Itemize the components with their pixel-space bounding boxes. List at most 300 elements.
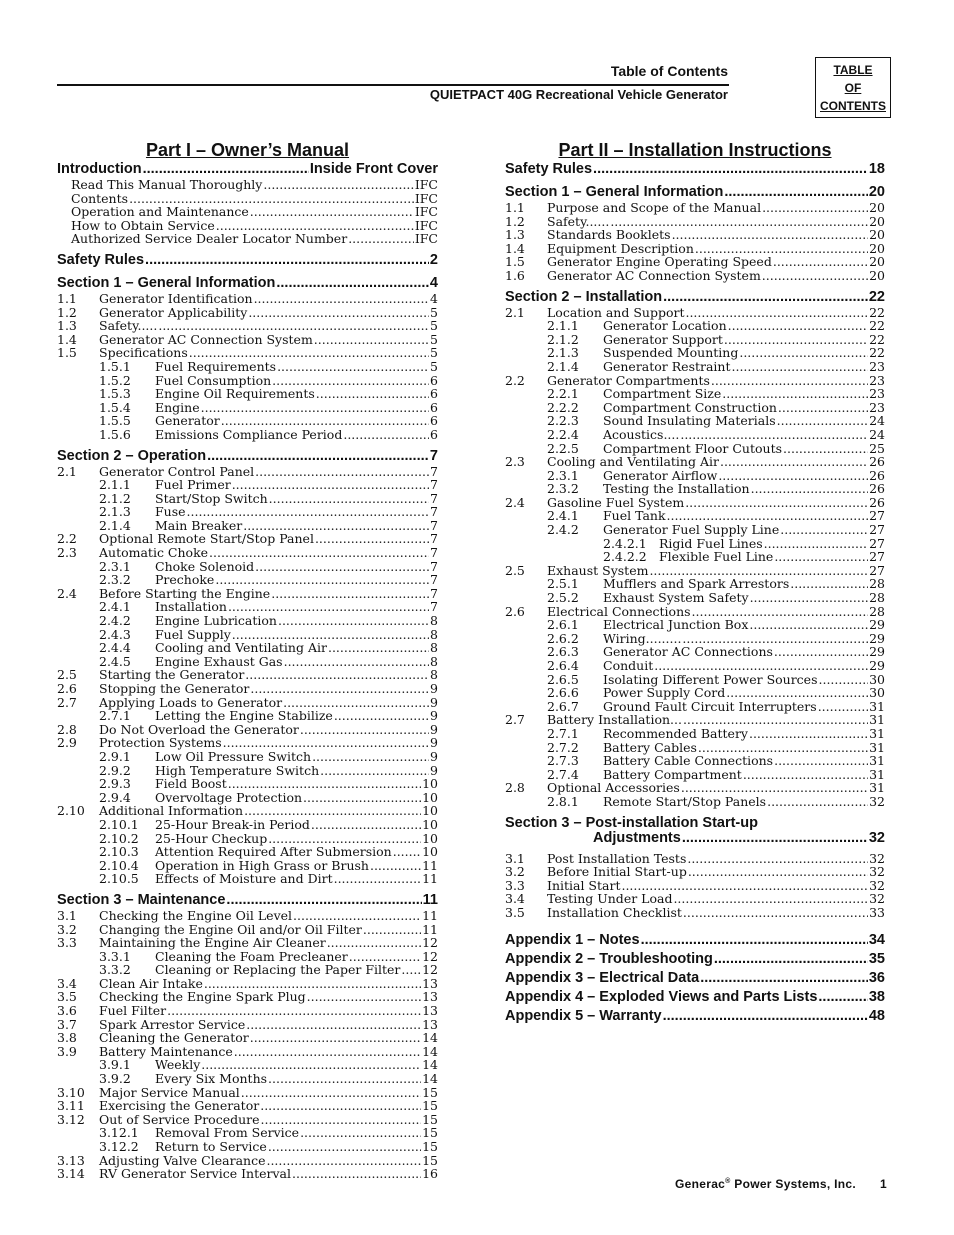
leader-dots [320,764,429,778]
toc-entry[interactable] [505,387,885,401]
toc-section-entry[interactable] [57,160,438,178]
toc-entry[interactable] [57,923,438,937]
toc-entry[interactable] [505,713,885,727]
entry-page: 8 [430,626,438,642]
toc-entry[interactable] [505,768,885,782]
entry-number: 1.4 [505,240,525,256]
entry-label: Do Not Overload the Generator [99,721,299,737]
toc-section-entry[interactable] [505,160,885,178]
toc-entry[interactable] [505,879,885,893]
entry-label: Fuel Consumption [155,372,272,388]
leader-dots [228,600,429,614]
toc-entry[interactable] [57,736,438,750]
leader-dots [343,428,429,442]
leader-dots [268,1140,421,1154]
part2-title: Part II – Installation Instructions [558,140,832,160]
entry-page: IFC [414,190,438,206]
toc-entry[interactable] [505,754,885,768]
appendix-entry[interactable] [505,988,885,1007]
entry-label: Appendix 4 – Exploded Views and Parts Lists [505,988,818,1005]
entry-page: 13 [422,1016,438,1032]
toc-entry[interactable] [57,465,438,479]
toc-entry[interactable] [57,936,438,950]
entry-page: 31 [869,766,885,782]
toc-entry[interactable] [505,215,885,229]
entry-page: 12 [422,935,438,951]
entry-label: Initial Start [547,877,621,893]
toc-entry[interactable] [57,532,438,546]
entry-page: 8 [430,613,438,629]
toc-section-entry[interactable] [57,891,438,909]
entry-number: 2.3 [505,454,525,470]
toc-entry[interactable] [57,505,438,519]
toc-entry[interactable] [57,1058,438,1072]
toc-entry[interactable] [57,1086,438,1100]
toc-entry[interactable] [505,428,885,442]
entry-number: 2.7 [57,694,77,710]
toc-entry[interactable] [505,577,885,591]
entry-page: 13 [422,989,438,1005]
toc-entry[interactable] [505,537,885,551]
entry-label: Out of Service Procedure [99,1111,260,1127]
toc-entry[interactable] [57,1154,438,1168]
entry-page: 10 [422,816,438,832]
entry-page: 5 [430,345,438,361]
entry-number: 1.3 [505,227,525,243]
toc-entry[interactable] [57,682,438,696]
toc-section-entry[interactable] [57,274,438,292]
leader-dots [158,319,429,333]
toc-entry[interactable] [57,428,438,442]
entry-page: 31 [869,712,885,728]
toc-entry[interactable] [57,219,438,233]
entry-number: 1.5 [505,254,525,270]
entry-page: 6 [430,372,438,388]
entry-label: Remote Start/Stop Panels [603,793,767,809]
toc-entry[interactable] [57,546,438,560]
entry-number: 3.2 [57,921,77,937]
leader-dots [349,950,421,964]
toc-entry[interactable] [57,668,438,682]
toc-entry[interactable] [505,605,885,619]
toc-section-entry[interactable] [57,447,438,465]
entry-label: Ground Fault Circuit Interrupters [603,698,817,714]
leader-dots [718,469,868,483]
leader-dots [221,414,429,428]
toc-entry[interactable] [57,859,438,873]
entry-page: 32 [869,891,885,907]
toc-entry[interactable] [57,519,438,533]
entry-number: 2.4.4 [99,640,131,656]
toc-section-entry[interactable] [57,251,438,269]
toc-entry[interactable] [505,727,885,741]
toc-entry[interactable] [505,442,885,456]
entry-page: 9 [430,748,438,764]
toc-entry[interactable] [505,865,885,879]
toc-entry[interactable] [57,977,438,991]
leader-dots [271,587,429,601]
part2-toc-list [505,160,885,809]
toc-entry[interactable] [57,845,438,859]
toc-entry[interactable] [57,205,438,219]
leader-dots [818,988,867,1007]
leader-dots [663,1007,868,1026]
entry-label: Sound Insulating Materials [603,413,776,429]
leader-dots [292,1167,421,1181]
toc-entry[interactable] [57,1113,438,1127]
entry-page: 38 [868,988,885,1005]
appendix-entry[interactable] [505,950,885,969]
toc-entry[interactable] [57,804,438,818]
entry-number: 3.13 [57,1152,85,1168]
leader-dots [593,160,868,178]
toc-entry[interactable] [505,632,885,646]
entry-page: 9 [430,735,438,751]
toc-entry[interactable] [57,832,438,846]
entry-page: 23 [869,399,885,415]
entry-page: 9 [430,708,438,724]
entry-number: 1.2 [505,213,525,229]
toc-entry[interactable] [57,963,438,977]
header-subtitle: QUIETPACT 40G Recreational Vehicle Generator [429,87,728,102]
toc-entry[interactable] [57,655,438,669]
entry-page: 26 [869,454,885,470]
toc-entry[interactable] [57,1167,438,1181]
entry-number: 3.1 [57,907,77,923]
entry-number: 1.4 [57,331,77,347]
entry-page: 29 [869,617,885,633]
leader-dots [241,1086,421,1100]
entry-label: Installation Checklist [547,904,682,920]
part1-title: Part I – Owner’s Manual [145,140,350,160]
entry-label: Major Service Manual [99,1084,240,1100]
entry-label: Generator Restraint [603,358,731,374]
leader-dots [751,482,868,496]
entry-label: Appendix 2 – Troubleshooting [505,950,713,967]
toc-entry[interactable] [57,306,438,320]
entry-number: 2.6.2 [547,630,579,646]
toc-entry[interactable] [505,741,885,755]
entry-number: 2.7.2 [547,739,579,755]
entry-label: Testing the Installation [603,481,750,497]
toc-entry[interactable] [505,414,885,428]
leader-dots [750,591,869,605]
toc-entry[interactable] [505,242,885,256]
entry-label: Fuel Primer [155,477,231,493]
toc-entry[interactable] [57,587,438,601]
entry-page: 26 [869,481,885,497]
entry-number: 2.5 [57,667,77,683]
entry-label: Testing Under Load [547,891,673,907]
toc-entry[interactable] [57,492,438,506]
leader-dots [728,319,868,333]
leader-dots [223,736,429,750]
entry-label: 25-Hour Checkup [155,830,268,846]
section3-heading-page: 32 [868,829,885,846]
entry-label: Automatic Choke [99,545,209,561]
entry-page: 7 [430,531,438,547]
footer-company: Generac [675,1177,726,1191]
entry-page: 12 [422,948,438,964]
entry-number: 2.4.5 [99,653,131,669]
toc-entry[interactable] [57,614,438,628]
entry-number: 2.6.7 [547,698,579,714]
leader-dots [370,859,421,873]
entry-label: Installation [155,599,227,615]
entry-page: 26 [869,467,885,483]
toc-entry[interactable] [57,909,438,923]
toc-entry[interactable] [505,591,885,605]
leader-dots [681,781,868,795]
entry-label: Section 2 – Installation [505,288,663,305]
toc-entry[interactable] [505,906,885,920]
entry-label: Standards Booklets [547,227,671,243]
leader-dots [269,492,429,506]
leader-dots [167,1004,421,1018]
leader-dots [641,931,868,950]
entry-number: 2.6.1 [547,617,579,633]
leader-dots [276,274,429,292]
toc-entry[interactable] [57,709,438,723]
toc-entry[interactable] [57,990,438,1004]
leader-dots [790,577,868,591]
toc-entry[interactable] [505,306,885,320]
entry-number: 2.4.1 [99,599,131,615]
toc-entry[interactable] [57,791,438,805]
toc-entry[interactable] [57,1099,438,1113]
toc-entry[interactable] [505,201,885,215]
toc-entry[interactable] [57,346,438,360]
entry-label: Start/Stop Switch [155,490,268,506]
entry-number: 2.10.3 [99,844,139,860]
toc-entry[interactable] [57,192,438,206]
entry-page: IFC [414,217,438,233]
entry-label: Section 1 – General Information [505,184,724,200]
toc-entry[interactable] [505,673,885,687]
toc-entry[interactable] [57,1126,438,1140]
entry-page: 10 [422,844,438,860]
entry-page: 29 [869,658,885,673]
page-number: 1 [880,1177,887,1191]
leader-dots [201,401,429,415]
toc-entry[interactable] [57,1045,438,1059]
toc-entry[interactable] [57,319,438,333]
entry-label: Engine Lubrication [155,613,277,629]
leader-dots [226,891,421,909]
leader-dots [673,892,868,906]
entry-page: 29 [869,630,885,646]
leader-dots [327,936,421,950]
entry-label: Generator Fuel Supply Line [603,522,780,538]
entry-label: Checking the Engine Spark Plug [99,989,306,1005]
toc-entry[interactable] [505,564,885,578]
toc-entry[interactable] [57,401,438,415]
entry-number: 2.4 [57,585,77,601]
leader-dots [774,754,868,768]
entry-number: 2.6.5 [547,671,579,687]
toc-entry[interactable] [505,269,885,283]
entry-label: Optional Accessories [547,780,680,796]
entry-page: 20 [869,254,885,270]
entry-page: 6 [430,386,438,402]
entry-page: 7 [430,490,438,506]
toc-entry[interactable] [505,333,885,347]
entry-number: 1.5.1 [99,358,131,374]
entry-label: Maintaining the Engine Air Cleaner [99,935,326,951]
toc-entry[interactable] [505,523,885,537]
leader-dots [268,832,421,846]
toc-section-entry[interactable] [505,288,885,306]
toc-entry[interactable] [57,387,438,401]
entry-number: 2.2.3 [547,413,579,429]
entry-page: 20 [869,227,885,243]
leader-dots [300,723,429,737]
toc-entry[interactable] [57,560,438,574]
toc-entry[interactable] [505,255,885,269]
toc-entry[interactable] [505,469,885,483]
toc-entry[interactable] [505,455,885,469]
toc-entry[interactable] [57,374,438,388]
toc-entry[interactable] [57,360,438,374]
toc-entry[interactable] [57,764,438,778]
toc-entry[interactable] [505,795,885,809]
entry-page: 27 [869,522,885,538]
toc-entry[interactable] [57,1031,438,1045]
toc-entry[interactable] [505,401,885,415]
toc-entry[interactable] [57,333,438,347]
toc-entry[interactable] [57,1004,438,1018]
toc-entry[interactable] [57,641,438,655]
toc-entry[interactable] [505,892,885,906]
appendix-entry[interactable] [505,969,885,988]
toc-entry[interactable] [505,550,885,564]
toc-entry[interactable] [57,232,438,246]
leader-dots [698,741,868,755]
entry-label: Battery Cables [603,739,697,755]
entry-label: Generator [155,413,220,429]
entry-number: 3.14 [57,1166,85,1182]
toc-entry[interactable] [505,781,885,795]
toc-entry[interactable] [57,1018,438,1032]
entry-label: Starting the Generator [99,667,245,683]
toc-entry[interactable] [505,319,885,333]
entry-page: 12 [422,962,438,978]
entry-number: 2.8 [57,721,77,737]
toc-entry[interactable] [505,659,885,673]
entry-page: 5 [430,358,438,374]
part1-toc-list [57,160,438,1181]
entry-label: Battery Compartment [603,766,742,782]
toc-entry[interactable] [57,872,438,886]
toc-entry[interactable] [57,723,438,737]
entry-label: Generator Compartments [547,372,710,388]
toc-entry[interactable] [505,228,885,242]
entry-label: Location and Support [547,304,685,320]
toc-entry[interactable] [505,509,885,523]
toc-entry[interactable] [505,482,885,496]
toc-entry[interactable] [57,777,438,791]
toc-entry[interactable] [505,374,885,388]
toc-entry[interactable] [505,700,885,714]
leader-dots [232,478,429,492]
leader-dots [215,573,429,587]
entry-number: 2.4.1 [547,508,579,524]
appendix-entry[interactable] [505,931,885,950]
appendix-entry[interactable] [505,1007,885,1026]
toc-entry[interactable] [57,950,438,964]
entry-label: Compartment Construction [603,399,777,415]
entry-label: Exhaust System Safety [603,590,749,606]
toc-entry[interactable] [505,360,885,374]
entry-number: 2.5 [505,562,525,578]
entry-label: Fuel Supply [155,626,231,642]
entry-page: 10 [422,830,438,846]
entry-label: Rigid Fuel Lines [659,535,763,551]
entry-label: Specifications [99,345,188,361]
entry-label: Stopping the Generator [99,681,250,696]
entry-page: 14 [422,1030,438,1046]
entry-number: 3.2 [505,864,525,880]
entry-page: 22 [869,331,885,347]
toc-entry[interactable] [57,600,438,614]
toc-entry[interactable] [505,645,885,659]
toc-section-entry[interactable] [505,183,885,201]
entry-number: 1.5.5 [99,413,131,429]
toc-entry[interactable] [57,696,438,710]
entry-label: Recommended Battery [603,725,748,741]
entry-number: 2.3.1 [99,558,131,574]
entry-page: 15 [422,1111,438,1127]
header-rule [57,84,729,86]
toc-entry[interactable] [505,686,885,700]
entry-number: 2.9.1 [99,748,131,764]
toc-entry[interactable] [57,750,438,764]
entry-number: 2.8.1 [547,793,579,809]
toc-entry[interactable] [57,818,438,832]
toc-entry[interactable] [57,178,438,192]
entry-page: 20 [869,267,885,283]
leader-dots [314,333,429,347]
toc-entry[interactable] [57,573,438,587]
toc-entry[interactable] [505,852,885,866]
leader-dots [228,777,421,791]
entry-label: Before Initial Start-up [547,864,687,880]
leader-dots [263,178,413,192]
toc-entry[interactable] [505,618,885,632]
toc-entry[interactable] [505,346,885,360]
entry-page: 23 [869,386,885,402]
entry-page: 31 [869,725,885,741]
entry-number: 3.7 [57,1016,77,1032]
toc-entry[interactable] [57,292,438,306]
leader-dots [245,668,429,682]
toc-entry[interactable] [57,414,438,428]
entry-number: 3.12.2 [99,1139,139,1154]
leader-dots [726,686,868,700]
entry-page: 18 [868,161,885,177]
entry-page: 32 [869,793,885,809]
toc-entry[interactable] [57,628,438,642]
entry-page: 27 [869,508,885,524]
toc-entry[interactable] [57,478,438,492]
toc-entry[interactable] [57,1072,438,1086]
entry-label: Generator Engine Operating Speed [547,254,772,270]
toc-entry[interactable] [57,1140,438,1154]
toc-entry[interactable] [505,496,885,510]
entry-number: 2.4.2.2 [603,549,647,565]
entry-number: 2.6 [57,681,77,696]
entry-page: 10 [422,789,438,805]
